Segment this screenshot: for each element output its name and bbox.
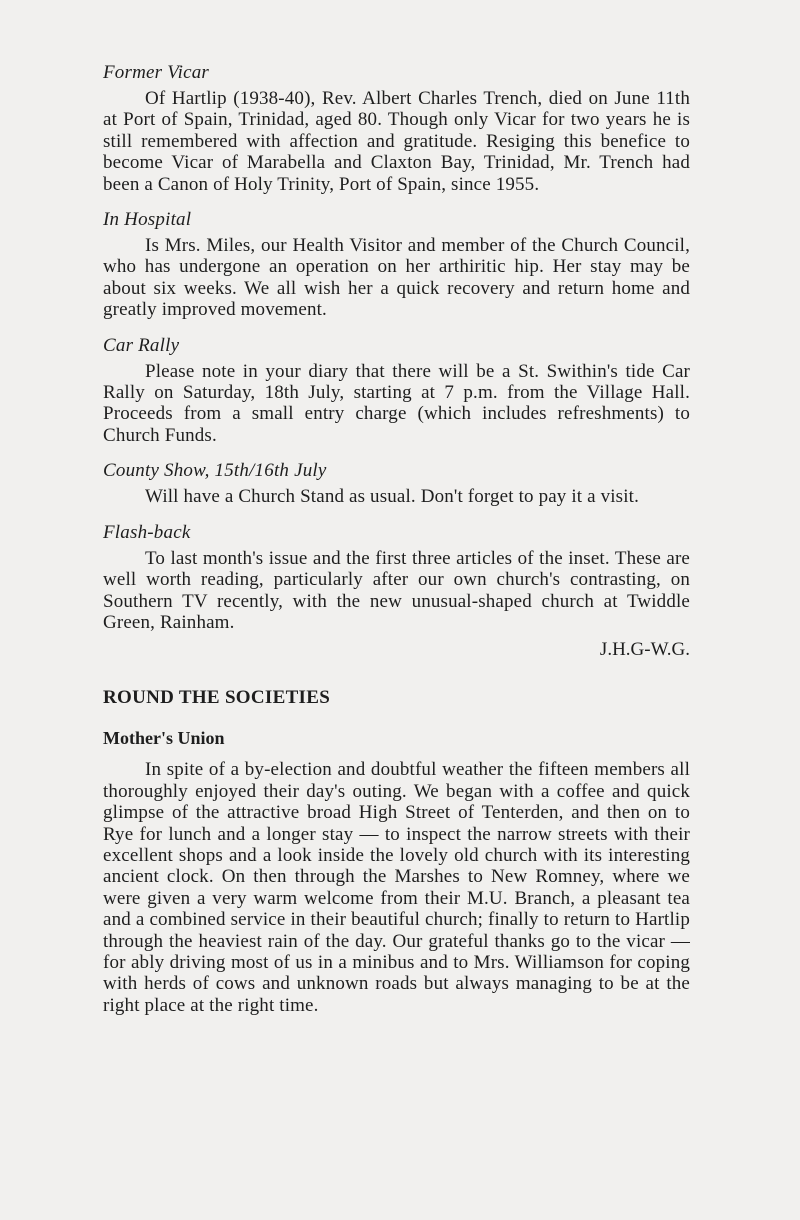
section-heading: In Hospital [103,209,192,231]
section-mothers-union [103,727,690,1016]
societies-body: In spite of a by-election and doubtful weather the fifteen members all thoroughly enjoyed their day's outing. We began with a coffee and quick glimpse of the attractive broad High Street of Tenterden, and then on to Rye for lunch and a longer stay — to inspect the narrow streets with their excellent shops and a look inside the lovely old church with its interesting ancient clock. On then through the Marshes to New Romney, where we were given a very warm welcome from their M.U. Branch, a pleasant tea and a combined service in their beautiful church; finally to return to Hartlip through the heaviest rain of the day. Our grateful thanks go to the vicar — for ably driving most of us in a minibus and to Mrs. Williamson for coping with herds of cows and unknown roads but always managing to be at the right place at the right time. [103,759,690,1016]
section-county-show [103,460,690,507]
section-body: Please note in your diary that there will be a St. Swithin's tide Car Rally on Saturday, 18th July, starting at 7 p.m. from the Village Hall. Proceeds from a small entry charge (which includes refreshments) to Church Funds. [103,360,690,446]
societies-title: ROUND THE SOCIETIES [103,687,331,709]
societies-subheading: Mother's Union [103,728,225,749]
signature: J.H.G-W.G. [599,639,690,661]
section-body: To last month's issue and the first three articles of the inset. These are well worth reading, particularly after our own church's contrasting, on Southern TV recently, with the new unusual-shaped church at Twiddle Green, Rainham. [103,547,690,633]
section-in-hospital [103,209,690,321]
section-heading: Flash-back [103,521,191,543]
section-car-rally [103,335,690,447]
section-heading: Former Vicar [103,62,210,83]
section-body: Is Mrs. Miles, our Health Visitor and member of the Church Council, who has undergone an operation on her arthiritic hip. Her stay may be about six weeks. We all wish her a quick recovery and return home and greatly improved movement. [103,235,690,321]
section-body: Will have a Church Stand as usual. Don't forget to pay it a visit. [145,486,639,508]
section-body: Of Hartlip (1938-40), Rev. Albert Charles Trench, died on June 11th at Port of Spain, Trinidad, aged 80. Though only Vicar for two years he is still remembered with affection and gratitude. Resiging this benefice to become Vicar of Marabella and Claxton Bay, Trinidad, Mr. Trench had been a Canon of Holy Trinity, Port of Spain, since 1955. [103,88,690,195]
section-former-vicar [103,62,690,195]
section-flash-back [103,522,690,662]
section-heading: County Show, 15th/16th July [103,460,327,482]
section-heading: Car Rally [103,334,180,356]
